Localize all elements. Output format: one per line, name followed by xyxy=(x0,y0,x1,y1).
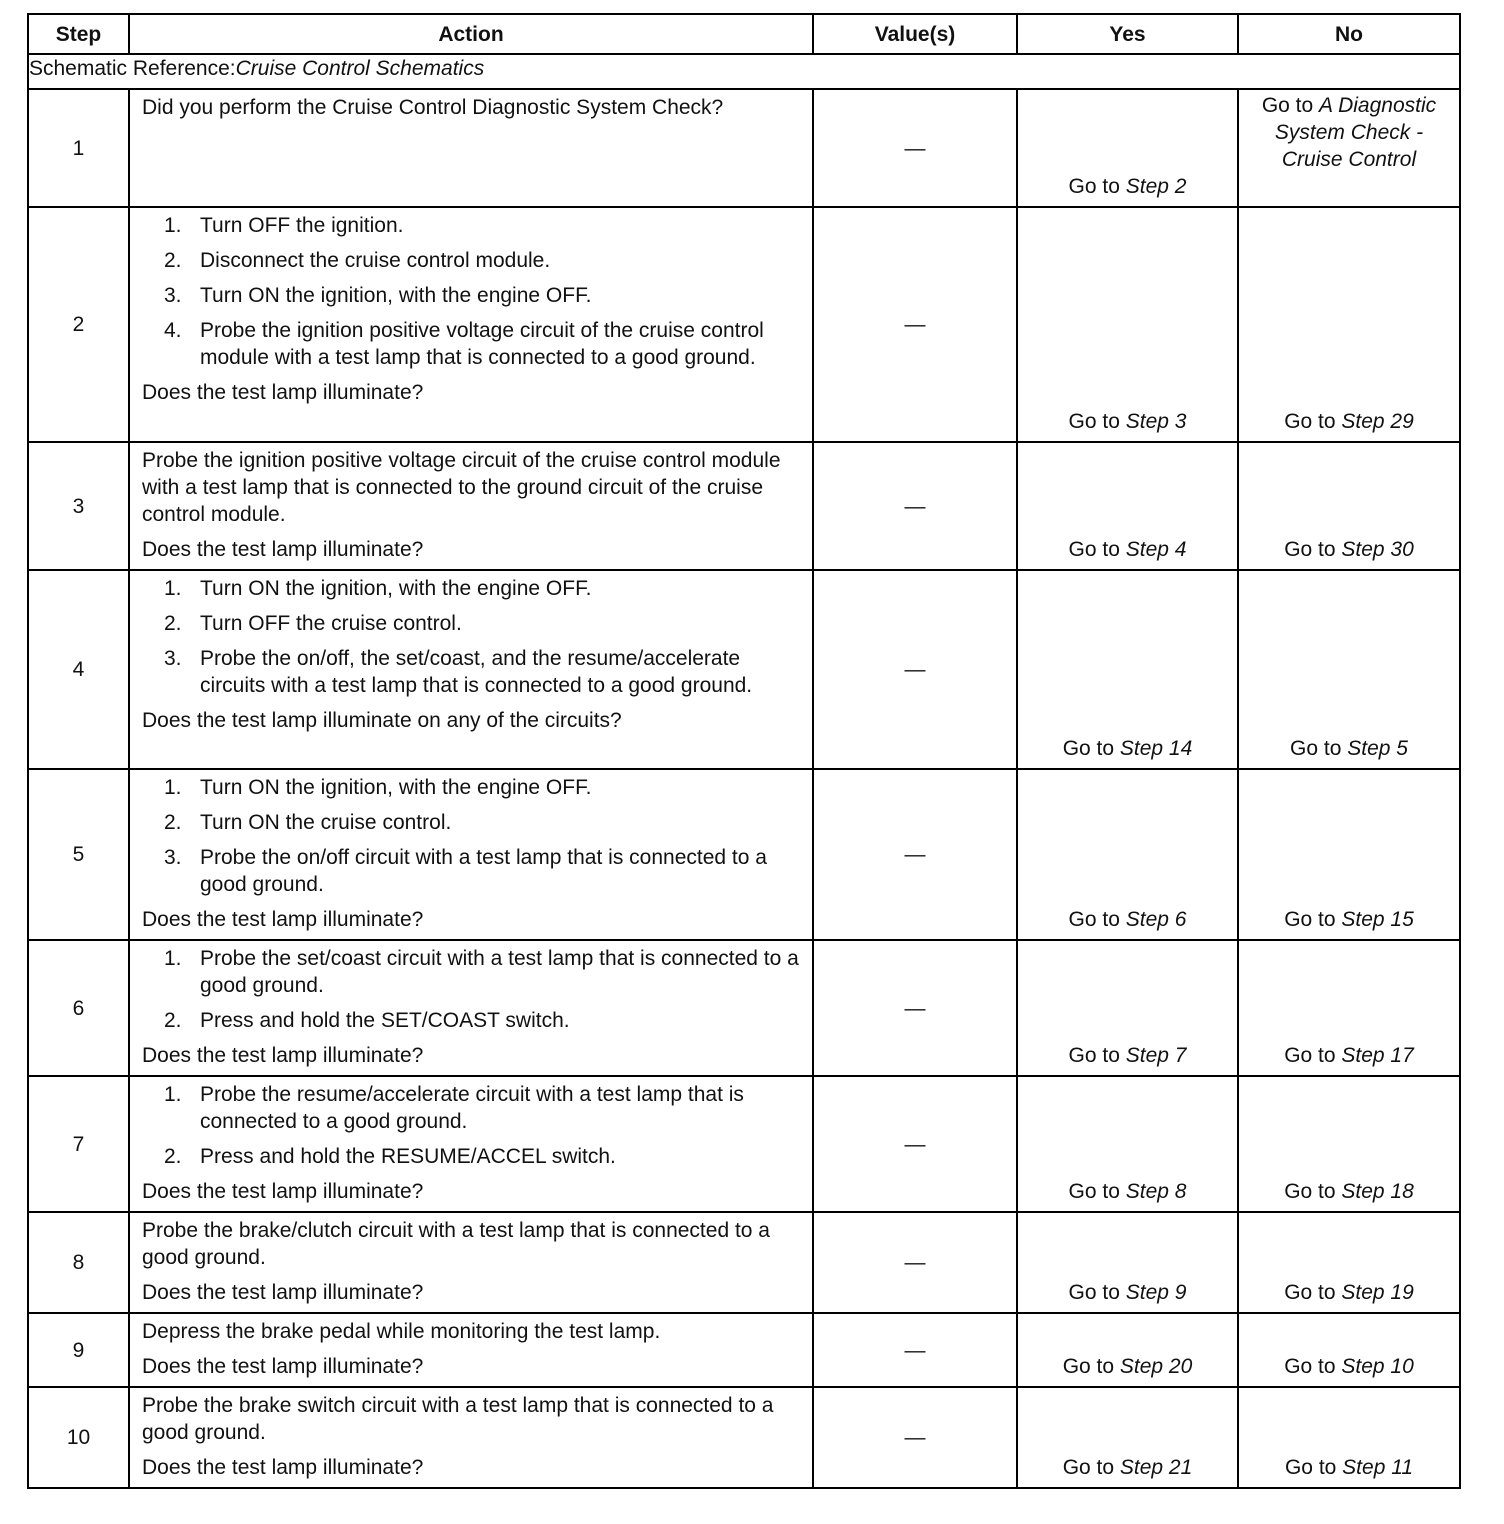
substep-list xyxy=(142,1081,800,1170)
yes-cell xyxy=(1017,1313,1238,1387)
step-number: 8 xyxy=(28,1212,129,1313)
substep-list xyxy=(142,774,800,898)
no-goto-link[interactable]: Step 18 xyxy=(1341,1180,1414,1203)
action-cell xyxy=(129,89,813,207)
action-question: Does the test lamp illuminate? xyxy=(142,1456,424,1479)
no-goto-link[interactable]: Step 19 xyxy=(1341,1281,1414,1304)
substep-text: Press and hold the RESUME/ACCEL switch. xyxy=(200,1145,616,1168)
yes-cell xyxy=(1017,570,1238,769)
action-cell xyxy=(129,769,813,940)
schematic-reference xyxy=(28,54,1460,89)
yes-cell xyxy=(1017,89,1238,207)
no-goto-link[interactable]: A Diagnostic System Check - Cruise Control xyxy=(1274,94,1437,171)
substep-number: 1. xyxy=(164,577,182,600)
step-number: 6 xyxy=(28,940,129,1076)
action-cell xyxy=(129,1076,813,1212)
no-goto-prefix: Go to xyxy=(1284,1456,1343,1479)
substep-number: 1. xyxy=(164,214,182,237)
substep-text: Turn OFF the ignition. xyxy=(200,214,404,237)
no-goto-prefix: Go to xyxy=(1261,94,1320,117)
yes-goto-prefix: Go to xyxy=(1062,1456,1120,1479)
substep-number: 2. xyxy=(164,612,182,635)
action-cell xyxy=(129,940,813,1076)
substep-list xyxy=(142,575,800,699)
substep-number: 1. xyxy=(164,947,182,970)
value-cell: — xyxy=(813,940,1017,1076)
table-row xyxy=(28,1313,1460,1387)
step-number: 4 xyxy=(28,570,129,769)
action-cell xyxy=(129,442,813,570)
value-cell: — xyxy=(813,1212,1017,1313)
no-cell xyxy=(1238,1313,1460,1387)
no-cell xyxy=(1238,940,1460,1076)
value-cell: — xyxy=(813,1313,1017,1387)
no-cell xyxy=(1238,570,1460,769)
value-cell: — xyxy=(813,769,1017,940)
value-cell: — xyxy=(813,1076,1017,1212)
no-cell xyxy=(1238,89,1460,207)
no-goto-link[interactable]: Step 29 xyxy=(1341,410,1414,433)
substep-text: Turn ON the ignition, with the engine OFF. xyxy=(200,776,592,799)
no-goto-prefix: Go to xyxy=(1284,1180,1342,1203)
substep-item xyxy=(142,945,800,999)
yes-cell xyxy=(1017,769,1238,940)
yes-goto-link[interactable]: Step 3 xyxy=(1125,410,1187,433)
header-no: No xyxy=(1238,14,1460,54)
substep-item xyxy=(142,247,800,274)
substep-text: Disconnect the cruise control module. xyxy=(200,249,551,272)
value-cell: — xyxy=(813,89,1017,207)
no-goto-link[interactable]: Step 10 xyxy=(1341,1355,1414,1378)
yes-cell xyxy=(1017,940,1238,1076)
no-goto-link[interactable]: Step 11 xyxy=(1342,1456,1414,1479)
substep-number: 3. xyxy=(164,284,182,307)
no-goto-link[interactable]: Step 17 xyxy=(1341,1044,1414,1067)
no-cell xyxy=(1238,207,1460,442)
substep-number: 1. xyxy=(164,1083,182,1106)
no-goto-link[interactable]: Step 5 xyxy=(1347,737,1408,760)
yes-goto-link[interactable]: Step 2 xyxy=(1125,175,1187,198)
yes-goto-prefix: Go to xyxy=(1068,175,1126,198)
substep-text: Turn ON the cruise control. xyxy=(200,811,452,834)
yes-goto-link[interactable]: Step 4 xyxy=(1125,538,1187,561)
yes-goto-prefix: Go to xyxy=(1068,1180,1126,1203)
action-cell xyxy=(129,1212,813,1313)
action-text: Probe the brake switch circuit with a test lamp that is connected to a good ground. xyxy=(142,1394,774,1444)
step-number: 3 xyxy=(28,442,129,570)
substep-number: 3. xyxy=(164,846,182,869)
substep-number: 4. xyxy=(164,319,182,342)
yes-goto-prefix: Go to xyxy=(1068,410,1126,433)
table-row xyxy=(28,442,1460,570)
action-text: Did you perform the Cruise Control Diagnostic System Check? xyxy=(142,96,724,119)
action-question: Does the test lamp illuminate? xyxy=(142,908,424,931)
yes-goto-prefix: Go to xyxy=(1062,737,1120,760)
substep-item xyxy=(142,809,800,836)
table-row xyxy=(28,89,1460,207)
action-question: Does the test lamp illuminate? xyxy=(142,1044,424,1067)
no-goto-prefix: Go to xyxy=(1284,1044,1342,1067)
value-cell: — xyxy=(813,1387,1017,1488)
action-text: Depress the brake pedal while monitoring the test lamp. xyxy=(142,1320,661,1343)
substep-text: Probe the on/off, the set/coast, and the resume/accelerate circuits with a test lamp that is connected to a good ground. xyxy=(200,647,753,697)
substep-item xyxy=(142,645,800,699)
table-row xyxy=(28,1212,1460,1313)
action-cell xyxy=(129,1387,813,1488)
substep-item xyxy=(142,610,800,637)
substep-item xyxy=(142,317,800,371)
table-row xyxy=(28,940,1460,1076)
substep-text: Turn OFF the cruise control. xyxy=(200,612,462,635)
action-question: Does the test lamp illuminate? xyxy=(142,1180,424,1203)
substep-item xyxy=(142,1081,800,1135)
action-question: Does the test lamp illuminate? xyxy=(142,1281,424,1304)
step-number: 1 xyxy=(28,89,129,207)
no-cell xyxy=(1238,1076,1460,1212)
substep-text: Probe the ignition positive voltage circuit of the cruise control module with a test lamp that is connected to a good ground. xyxy=(200,319,764,369)
yes-goto-link[interactable]: Step 7 xyxy=(1125,1044,1187,1067)
substep-number: 2. xyxy=(164,249,182,272)
action-question: Does the test lamp illuminate? xyxy=(142,1355,424,1378)
substep-item xyxy=(142,1143,800,1170)
step-number: 2 xyxy=(28,207,129,442)
yes-cell xyxy=(1017,1076,1238,1212)
header-action: Action xyxy=(129,14,813,54)
substep-item xyxy=(142,774,800,801)
schematic-reference-row xyxy=(28,54,1460,89)
yes-goto-link[interactable]: Step 9 xyxy=(1125,1281,1187,1304)
header-row xyxy=(28,14,1460,54)
substep-item xyxy=(142,1007,800,1034)
action-cell xyxy=(129,570,813,769)
substep-number: 2. xyxy=(164,1145,182,1168)
substep-text: Turn ON the ignition, with the engine OFF. xyxy=(200,577,592,600)
schematic-reference-label: Schematic Reference: xyxy=(29,57,236,80)
table-row xyxy=(28,1076,1460,1212)
yes-goto-link[interactable]: Step 20 xyxy=(1119,1355,1193,1378)
step-number: 7 xyxy=(28,1076,129,1212)
substep-number: 2. xyxy=(164,811,182,834)
step-number: 9 xyxy=(28,1313,129,1387)
no-goto-link[interactable]: Step 30 xyxy=(1341,538,1414,561)
substep-number: 1. xyxy=(164,776,182,799)
yes-goto-link[interactable]: Step 6 xyxy=(1125,908,1187,931)
value-cell: — xyxy=(813,570,1017,769)
header-step: Step xyxy=(28,14,129,54)
no-cell xyxy=(1238,442,1460,570)
yes-goto-prefix: Go to xyxy=(1068,1281,1126,1304)
table-row xyxy=(28,207,1460,442)
action-question: Does the test lamp illuminate? xyxy=(142,381,424,404)
substep-item xyxy=(142,212,800,239)
substep-item xyxy=(142,575,800,602)
yes-goto-link[interactable]: Step 14 xyxy=(1119,737,1193,760)
table-row xyxy=(28,570,1460,769)
no-goto-prefix: Go to xyxy=(1290,737,1348,760)
substep-text: Turn ON the ignition, with the engine OFF. xyxy=(200,284,592,307)
value-cell: — xyxy=(813,207,1017,442)
diagnostic-table xyxy=(27,13,1461,1489)
header-yes: Yes xyxy=(1017,14,1238,54)
no-goto-link[interactable]: Step 15 xyxy=(1341,908,1414,931)
no-cell xyxy=(1238,1387,1460,1488)
substep-item xyxy=(142,282,800,309)
action-text: Probe the brake/clutch circuit with a test lamp that is connected to a good ground. xyxy=(142,1219,770,1269)
value-cell: — xyxy=(813,442,1017,570)
no-cell xyxy=(1238,769,1460,940)
table-row xyxy=(28,769,1460,940)
substep-text: Press and hold the SET/COAST switch. xyxy=(200,1009,570,1032)
action-cell xyxy=(129,207,813,442)
yes-goto-link[interactable]: Step 21 xyxy=(1119,1456,1193,1479)
action-cell xyxy=(129,1313,813,1387)
header-values: Value(s) xyxy=(813,14,1017,54)
substep-text: Probe the set/coast circuit with a test lamp that is connected to a good ground. xyxy=(200,947,799,997)
yes-goto-prefix: Go to xyxy=(1068,908,1126,931)
substep-item xyxy=(142,844,800,898)
step-number: 10 xyxy=(28,1387,129,1488)
no-cell xyxy=(1238,1212,1460,1313)
table-row xyxy=(28,1387,1460,1488)
substep-number: 3. xyxy=(164,647,182,670)
action-text: Probe the ignition positive voltage circuit of the cruise control module with a test lamp that is connected to the ground circuit of the cruise control module. xyxy=(142,449,781,526)
substep-text: Probe the resume/accelerate circuit with a test lamp that is connected to a good ground. xyxy=(200,1083,744,1133)
yes-cell xyxy=(1017,1387,1238,1488)
yes-goto-prefix: Go to xyxy=(1068,1044,1126,1067)
yes-goto-link[interactable]: Step 8 xyxy=(1125,1180,1187,1203)
yes-goto-prefix: Go to xyxy=(1068,538,1126,561)
no-goto-prefix: Go to xyxy=(1284,1281,1342,1304)
action-question: Does the test lamp illuminate on any of the circuits? xyxy=(142,709,622,732)
no-goto-prefix: Go to xyxy=(1284,1355,1342,1378)
schematic-reference-link[interactable]: Cruise Control Schematics xyxy=(235,57,485,80)
no-goto-prefix: Go to xyxy=(1284,410,1342,433)
action-question: Does the test lamp illuminate? xyxy=(142,538,424,561)
substep-number: 2. xyxy=(164,1009,182,1032)
no-goto-prefix: Go to xyxy=(1284,908,1342,931)
substep-list xyxy=(142,945,800,1034)
substep-text: Probe the on/off circuit with a test lamp that is connected to a good ground. xyxy=(200,846,767,896)
substep-list xyxy=(142,212,800,371)
yes-goto-prefix: Go to xyxy=(1062,1355,1120,1378)
yes-cell xyxy=(1017,442,1238,570)
yes-cell xyxy=(1017,1212,1238,1313)
yes-cell xyxy=(1017,207,1238,442)
no-goto-prefix: Go to xyxy=(1284,538,1342,561)
step-number: 5 xyxy=(28,769,129,940)
